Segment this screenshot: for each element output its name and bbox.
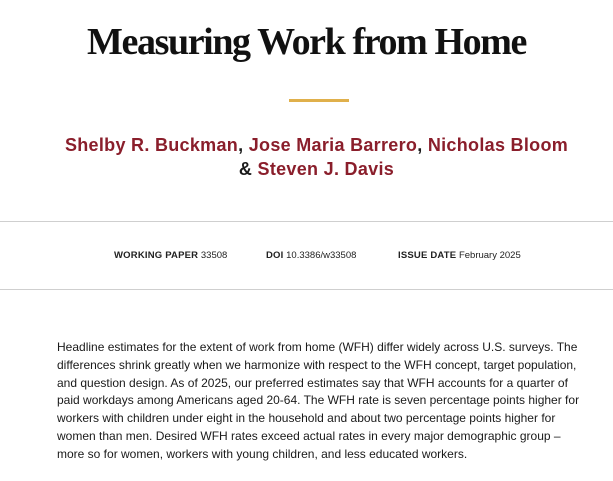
working-paper-value: 33508 (200, 250, 228, 261)
issue-date-value: February 2025 (458, 250, 521, 261)
doi-label: DOI (266, 250, 284, 261)
paper-title: Measuring Work from Home (87, 21, 526, 63)
author-separator: , (238, 135, 244, 155)
doi-value[interactable]: 10.3386/w33508 (286, 250, 357, 261)
issue-date (398, 250, 521, 261)
title-accent-rule (289, 99, 349, 102)
metadata-bottom-divider (0, 289, 613, 290)
abstract: Headline estimates for the extent of work from home (WFH) differ widely across U.S. surveys. The differences shrink greatly when we harmonize with respect to the WFH concept, target population, and question design. As of 2025, our preferred estimates say that WFH accounts for a quarter of paid workdays among Americans aged 20-64. The WFH rate is seven percentage points higher for workers with children under eight in the household and about two percentage points higher for women than men. Desired WFH rates exceed actual rates in every major demographic group – more so for women, workers with young children, and less educated workers. (57, 340, 580, 461)
issue-date-label: ISSUE DATE (398, 250, 457, 261)
doi (266, 250, 356, 261)
author-link[interactable]: Shelby R. Buckman (64, 135, 239, 155)
author-link[interactable]: Steven J. Davis (257, 159, 395, 179)
working-paper-number (114, 250, 227, 261)
author-link[interactable]: Nicholas Bloom (427, 135, 569, 155)
author-link[interactable]: Jose Maria Barrero (248, 135, 418, 155)
working-paper-label: WORKING PAPER (114, 250, 199, 261)
metadata-top-divider (0, 221, 613, 222)
author-separator: & (238, 159, 253, 179)
author-list (60, 133, 573, 181)
author-separator: , (417, 135, 423, 155)
